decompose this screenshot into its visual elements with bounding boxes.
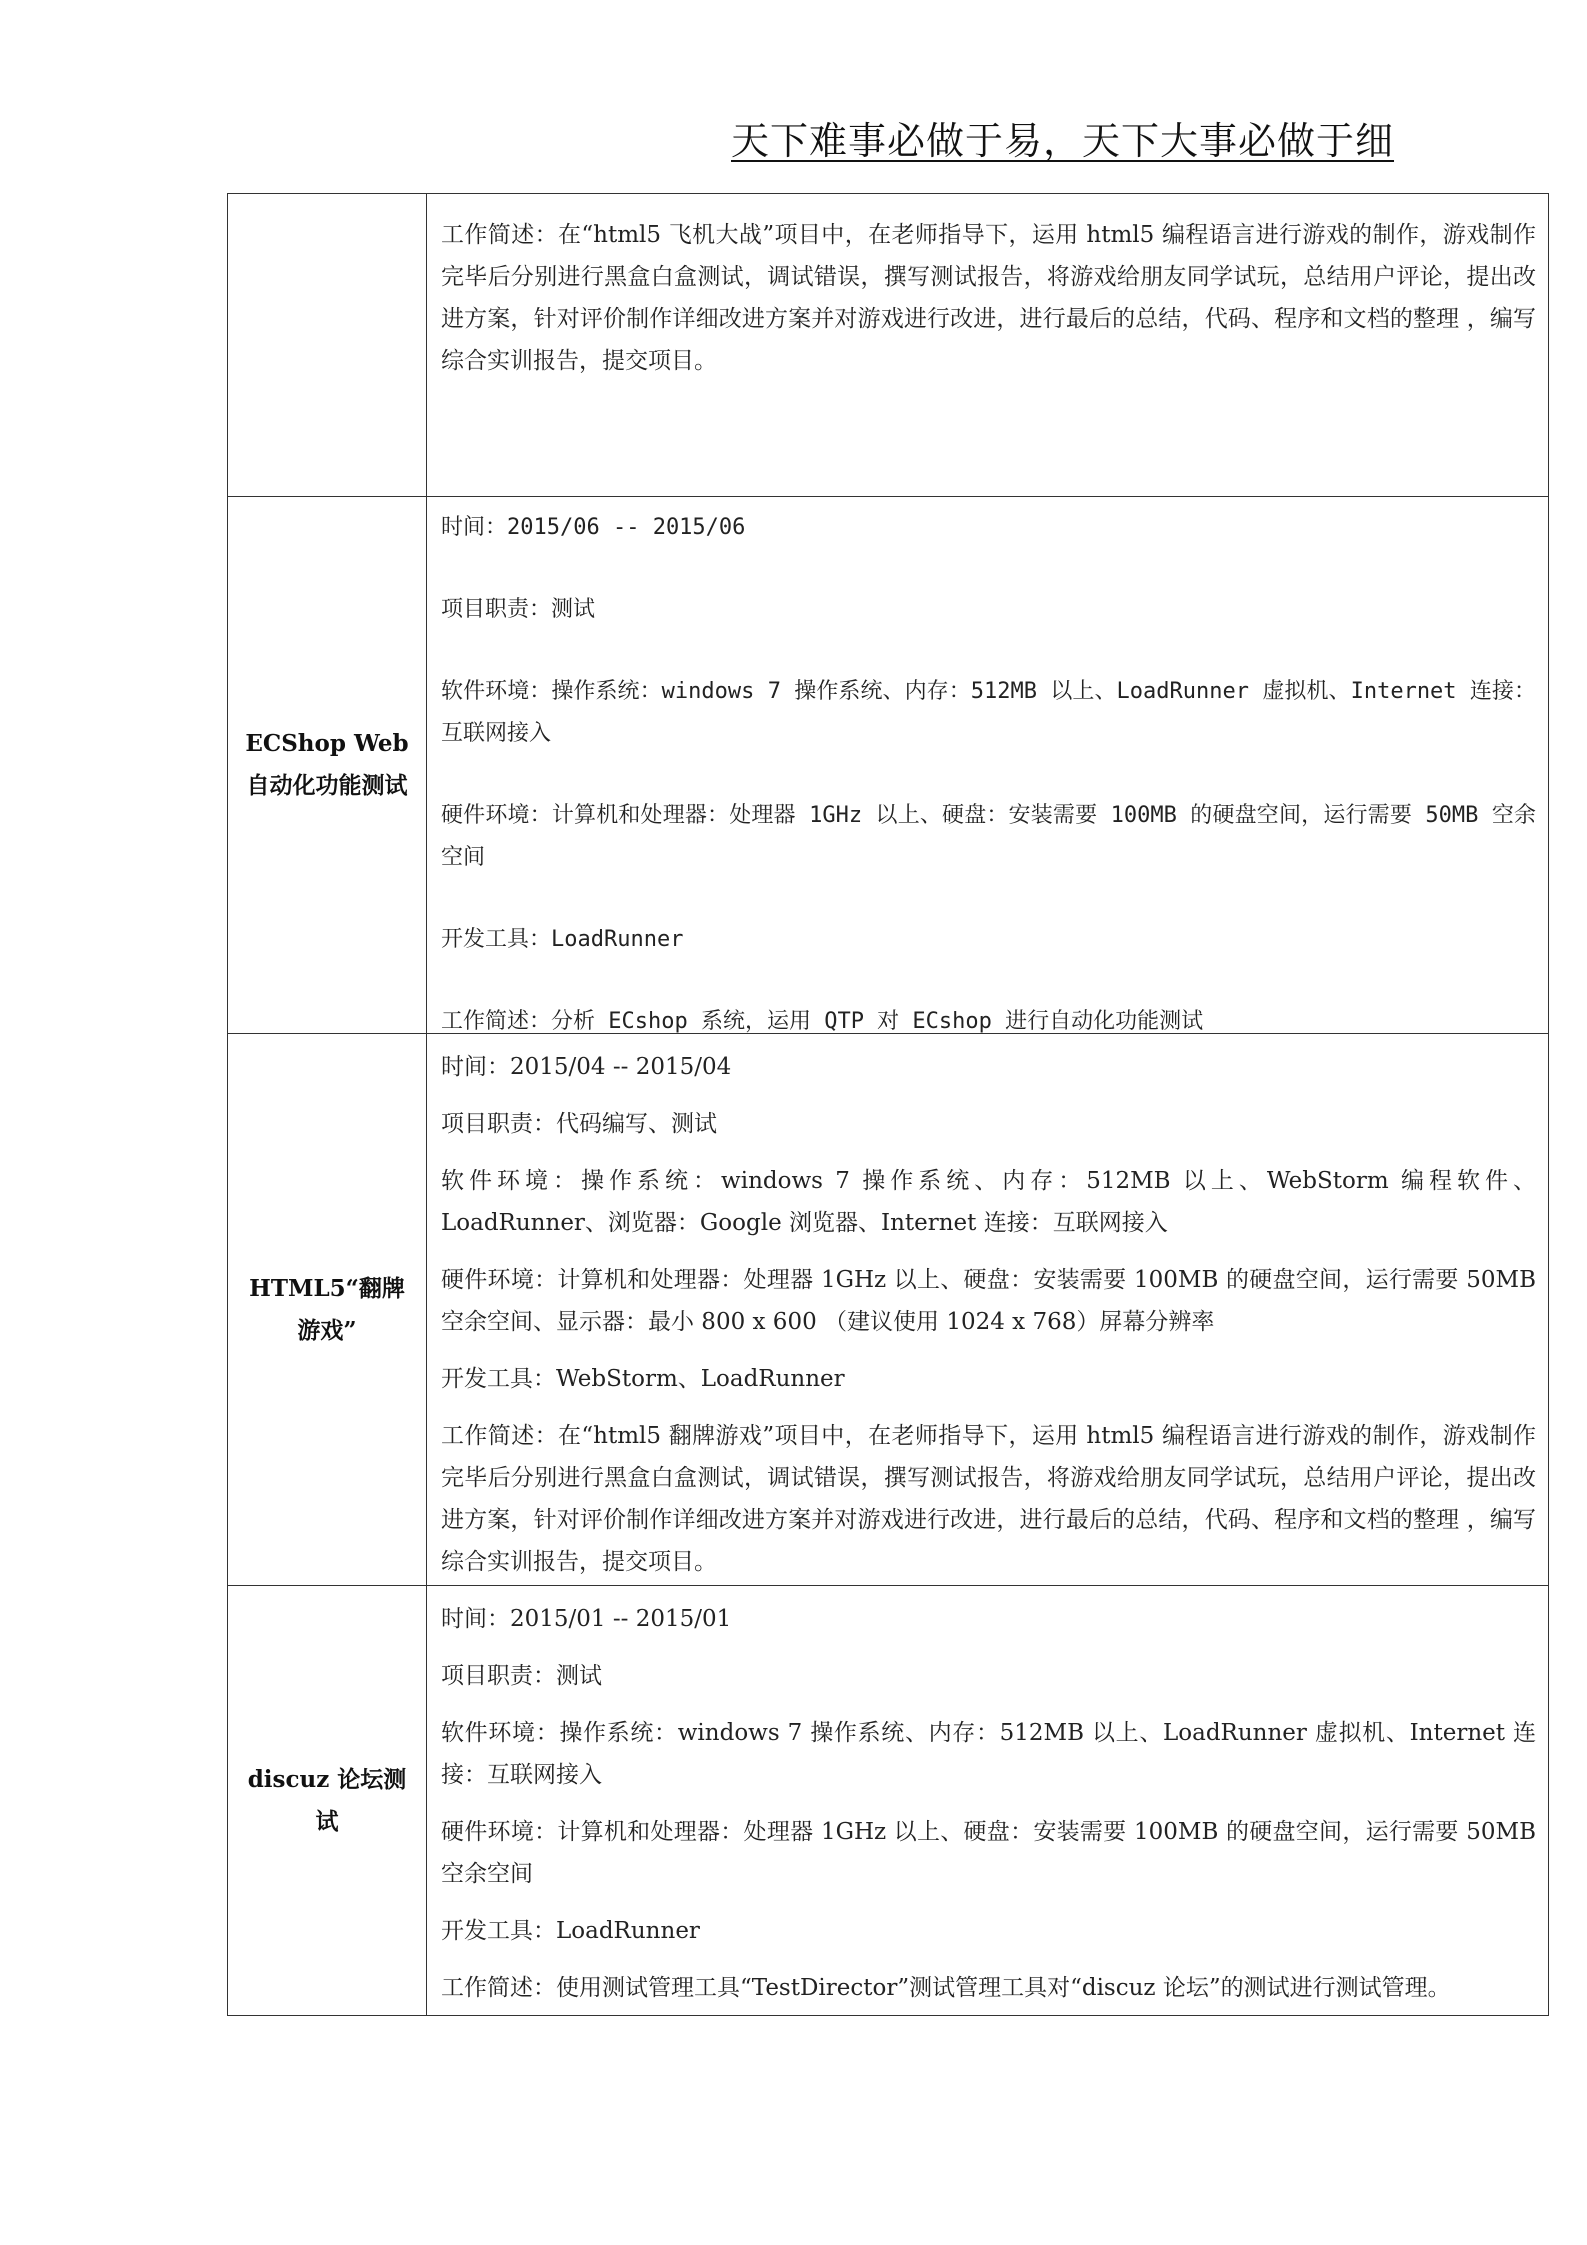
project-description: 工作简述：在“html5 翻牌游戏”项目中，在老师指导下，运用 html5 编程语言进行游戏的制作，游戏制作完毕后分别进行黑盒白盒测试，调试错误，撰写测试报告，将游戏给朋友同学试玩，总结用户评论，提出改进方案，针对评价制作详细改进方案并对游戏进行改进，进行最后的总结，代码、程序和文档的整理 ，编写综合实训报告，提交项目。 [441,1423,1536,1575]
project-software-env: 软件环境：操作系统：windows 7 操作系统、内存：512MB 以上、LoadRunner 虚拟机、Internet 连接：互联网接入 [441,1720,1536,1788]
project-software-env: 软件环境：操作系统：windows 7 操作系统、内存：512MB 以上、LoadRunner 虚拟机、Internet 连接：互联网接入 [441,679,1536,746]
project-name: discuz 论坛测试 [247,1765,407,1835]
project-role: 项目职责：测试 [441,597,596,622]
project-role: 项目职责：代码编写、测试 [441,1111,717,1137]
project-hardware-env: 硬件环境：计算机和处理器：处理器 1GHz 以上、硬盘：安装需要 100MB 的硬盘空间，运行需要 50MB 空余空间 [441,803,1536,870]
project-name: HTML5“翻牌游戏” [249,1274,405,1344]
project-name-cell [228,1586,427,2016]
project-software-env: 软件环境：操作系统：windows 7 操作系统、内存：512MB 以上、WebStorm 编程软件、LoadRunner、浏览器：Google 浏览器、Internet 连接：互联网接入 [441,1168,1536,1236]
project-time: 时间：2015/04 -- 2015/04 [441,1054,732,1080]
project-experience-table [227,193,1549,2016]
project-tools: 开发工具：LoadRunner [441,927,684,952]
project-detail-cell [427,194,1549,497]
project-detail-cell [427,497,1549,1034]
project-name-cell [228,194,427,497]
project-detail-cell [427,1034,1549,1586]
project-time: 时间：2015/01 -- 2015/01 [441,1606,732,1632]
project-row-plane-war [228,194,1549,497]
project-tools: 开发工具：LoadRunner [441,1918,700,1944]
project-row-discuz [228,1586,1549,2016]
header-motto: 天下难事必做于易，天下大事必做于细 [731,119,1395,163]
project-tools: 开发工具：WebStorm、LoadRunner [441,1366,845,1392]
project-name-cell [228,1034,427,1586]
project-description: 工作简述：在“html5 飞机大战”项目中，在老师指导下，运用 html5 编程语言进行游戏的制作，游戏制作完毕后分别进行黑盒白盒测试，调试错误，撰写测试报告，将游戏给朋友同学试玩，总结用户评论，提出改进方案，针对评价制作详细改进方案并对游戏进行改进，进行最后的总结，代码、程序和文档的整理 ，编写综合实训报告，提交项目。 [441,222,1536,374]
project-description: 工作简述：分析 ECshop 系统，运用 QTP 对 ECshop 进行自动化功能测试 [441,1009,1204,1034]
project-role: 项目职责：测试 [441,1663,602,1689]
project-hardware-env: 硬件环境：计算机和处理器：处理器 1GHz 以上、硬盘：安装需要 100MB 的硬盘空间，运行需要 50MB 空余空间 [441,1819,1536,1887]
project-name: ECShop Web 自动化功能测试 [245,730,409,799]
project-hardware-env: 硬件环境：计算机和处理器：处理器 1GHz 以上、硬盘：安装需要 100MB 的硬盘空间，运行需要 50MB 空余空间、显示器：最小 800 x 600 （建议使用 1024 x 768）屏幕分辨率 [441,1267,1536,1335]
project-row-ecshop [228,497,1549,1034]
project-time: 时间：2015/06 -- 2015/06 [441,515,746,540]
project-detail-cell [427,1586,1549,2016]
project-row-card-flip [228,1034,1549,1586]
project-description: 工作简述：使用测试管理工具“TestDirector”测试管理工具对“discuz 论坛”的测试进行测试管理。 [441,1975,1451,2001]
project-name-cell [228,497,427,1034]
